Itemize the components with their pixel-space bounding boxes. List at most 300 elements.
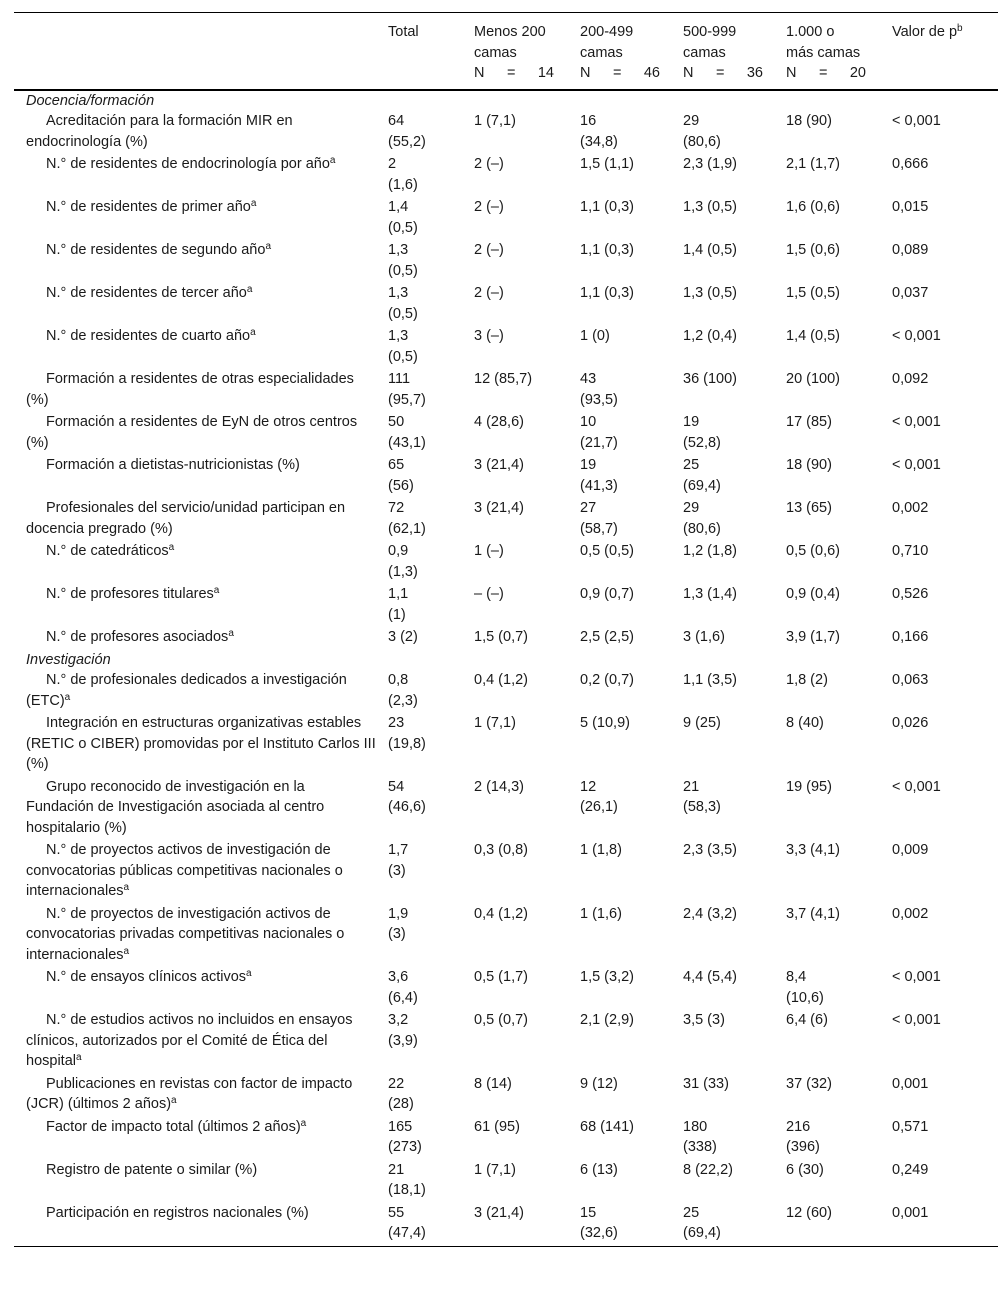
cell-pvalue: 0,166 bbox=[892, 629, 929, 645]
header-group-lt200 bbox=[474, 13, 580, 90]
cell-line: 54 bbox=[388, 778, 405, 795]
cell-1000-plus: 20 (100) bbox=[786, 371, 841, 387]
cell-200-499: 68 (141) bbox=[580, 1118, 635, 1135]
cell-total bbox=[388, 1117, 474, 1160]
cell-1000-plus: 12 (60) bbox=[786, 1203, 892, 1247]
cell-line: (0,5) bbox=[388, 262, 418, 279]
cell-200-499: 5 (10,9) bbox=[580, 715, 630, 731]
footnote-marker: a bbox=[246, 284, 253, 295]
cell-line: (3) bbox=[388, 862, 406, 879]
footnote-marker: a bbox=[228, 628, 234, 639]
cell-pvalue: < 0,001 bbox=[892, 414, 941, 430]
cell-pvalue: 0,526 bbox=[892, 586, 929, 602]
cell-line: 27 bbox=[580, 500, 597, 516]
cell-lt200: – (–) bbox=[474, 586, 504, 602]
cell-500-999 bbox=[683, 498, 786, 541]
cell-line: 23 bbox=[388, 715, 405, 731]
cell-1000-plus bbox=[786, 1117, 892, 1160]
row-label bbox=[14, 197, 388, 240]
cell-1000-plus: 0,9 (0,4) bbox=[786, 586, 840, 602]
cell-lt200: 0,4 (1,2) bbox=[474, 672, 528, 688]
cell-1000-plus: 18 (90) bbox=[786, 113, 832, 129]
cell-pvalue: 0,037 bbox=[892, 285, 929, 301]
cell-line: 55 bbox=[388, 1204, 405, 1221]
table-row bbox=[14, 967, 998, 1010]
row-label bbox=[14, 326, 388, 369]
cell-200-499 bbox=[580, 455, 683, 498]
cell-200-499: 0,2 (0,7) bbox=[580, 672, 634, 688]
cell-line: (0,5) bbox=[388, 305, 418, 322]
row-label bbox=[14, 541, 388, 584]
cell-total bbox=[388, 498, 474, 541]
cell-line: 29 bbox=[683, 500, 700, 516]
footnote-marker: a bbox=[300, 1117, 307, 1129]
row-label bbox=[14, 670, 388, 713]
row-label-text: N.° de residentes de cuarto año bbox=[46, 328, 251, 344]
row-label bbox=[14, 840, 388, 904]
table-row bbox=[14, 670, 998, 713]
cell-pvalue: < 0,001 bbox=[892, 328, 941, 344]
table-row bbox=[14, 498, 998, 541]
cell-line: (21,7) bbox=[580, 434, 618, 451]
cell-lt200: 3 (21,4) bbox=[474, 457, 524, 473]
cell-line: (93,5) bbox=[580, 391, 618, 408]
row-label-text: Acreditación para la formación MIR en endocrinología (%) bbox=[26, 113, 293, 150]
cell-line: 1,9 bbox=[388, 905, 409, 922]
cell-total bbox=[388, 326, 474, 369]
cell-200-499: 1,1 (0,3) bbox=[580, 242, 634, 258]
cell-200-499 bbox=[580, 369, 683, 412]
row-label bbox=[14, 412, 388, 455]
cell-line: (26,1) bbox=[580, 799, 618, 815]
cell-1000-plus: 1,5 (0,6) bbox=[786, 242, 840, 258]
cell-line: (95,7) bbox=[388, 391, 426, 408]
footnote-marker: a bbox=[168, 542, 175, 553]
cell-line: (396) bbox=[786, 1139, 820, 1155]
cell-200-499 bbox=[580, 498, 683, 541]
cell-1000-plus: 13 (65) bbox=[786, 500, 832, 516]
cell-line: (55,2) bbox=[388, 133, 426, 150]
cell-line: (19,8) bbox=[388, 735, 426, 752]
cell-lt200: 1,5 (0,7) bbox=[474, 629, 528, 645]
cell-500-999: 1,3 (0,5) bbox=[683, 199, 737, 215]
row-label-text: N.° de estudios activos no incluidos en ensayos clínicos, autorizados por el Comité de Ética del hospital bbox=[26, 1012, 353, 1069]
cell-total bbox=[388, 369, 474, 412]
cell-500-999: 31 (33) bbox=[683, 1075, 729, 1092]
table-row bbox=[14, 1074, 998, 1117]
cell-200-499: 9 (12) bbox=[580, 1075, 618, 1092]
cell-1000-plus: 6,4 (6) bbox=[786, 1012, 828, 1028]
cell-line: 216 bbox=[786, 1118, 811, 1135]
cell-line: 25 bbox=[683, 457, 700, 473]
cell-pvalue: 0,571 bbox=[892, 1118, 929, 1135]
cell-pvalue: < 0,001 bbox=[892, 113, 941, 129]
cell-total bbox=[388, 1074, 474, 1117]
table-row bbox=[14, 197, 998, 240]
table-row bbox=[14, 154, 998, 197]
row-label-text: Integración en estructuras organizativas estables (RETIC o CIBER) promovidas por el Instituto Carlos III (%) bbox=[26, 715, 376, 772]
cell-200-499: 0,5 (0,5) bbox=[580, 543, 634, 559]
cell-lt200: 3 (21,4) bbox=[474, 1203, 580, 1247]
row-label-text: Formación a dietistas-nutricionistas (%) bbox=[46, 457, 300, 473]
cell-200-499: 1 (1,6) bbox=[580, 905, 622, 922]
header-line1: 1.000 o bbox=[786, 24, 835, 40]
cell-line: 64 bbox=[388, 113, 405, 129]
cell-1000-plus: 3,7 (4,1) bbox=[786, 905, 840, 922]
cell-line: 1,3 bbox=[388, 242, 409, 258]
cell-500-999: 9 (25) bbox=[683, 715, 721, 731]
header-label-empty bbox=[14, 13, 388, 90]
cell-pvalue: 0,666 bbox=[892, 156, 929, 172]
cell-lt200: 1 (7,1) bbox=[474, 113, 516, 129]
cell-line: (80,6) bbox=[683, 133, 721, 150]
cell-line: (3,9) bbox=[388, 1032, 418, 1049]
row-label bbox=[14, 1117, 388, 1160]
cell-pvalue: 0,249 bbox=[892, 1161, 929, 1178]
cell-500-999: 4,4 (5,4) bbox=[683, 969, 737, 985]
cell-line: 3,6 bbox=[388, 969, 409, 985]
row-label bbox=[14, 627, 388, 650]
header-line1: 500-999 bbox=[683, 24, 737, 40]
cell-line: 19 bbox=[683, 414, 700, 430]
cell-line: 111 bbox=[388, 371, 411, 387]
cell-line: (43,1) bbox=[388, 434, 426, 451]
cell-500-999: 1,2 (0,4) bbox=[683, 328, 737, 344]
cell-lt200: 8 (14) bbox=[474, 1075, 512, 1092]
cell-line: 65 bbox=[388, 457, 405, 473]
cell-line: (0,5) bbox=[388, 219, 418, 236]
cell-line: 0,8 bbox=[388, 672, 409, 688]
cell-1000-plus: 19 (95) bbox=[786, 778, 832, 795]
cell-line: 1,1 bbox=[388, 586, 409, 602]
cell-pvalue: 0,710 bbox=[892, 543, 929, 559]
row-label-text: Grupo reconocido de investigación en la Fundación de Investigación asociada al centro hospitalario (%) bbox=[26, 778, 325, 836]
cell-line: (1,3) bbox=[388, 563, 418, 580]
cell-line: 19 bbox=[580, 457, 597, 473]
cell-line: (69,4) bbox=[683, 1225, 721, 1241]
cell-500-999: 1,4 (0,5) bbox=[683, 242, 737, 258]
table-row bbox=[14, 111, 998, 154]
cell-1000-plus: 1,8 (2) bbox=[786, 672, 828, 688]
cell-lt200: 2 (–) bbox=[474, 242, 504, 258]
cell-1000-plus: 18 (90) bbox=[786, 457, 832, 473]
row-label bbox=[14, 777, 388, 841]
footnote-marker: a bbox=[250, 198, 257, 209]
cell-pvalue: 0,063 bbox=[892, 672, 929, 688]
cell-line: 16 bbox=[580, 113, 597, 129]
table-row bbox=[14, 904, 998, 968]
section-row bbox=[14, 650, 998, 671]
header-pvalue: Valor de $p^b$ bbox=[892, 13, 998, 90]
row-label-text: N.° de residentes de endocrinología por año bbox=[46, 156, 330, 172]
cell-line: 29 bbox=[683, 113, 700, 129]
cell-total bbox=[388, 584, 474, 627]
row-label bbox=[14, 498, 388, 541]
cell-1000-plus: 1,5 (0,5) bbox=[786, 285, 840, 301]
cell-500-999 bbox=[683, 1117, 786, 1160]
section-label: Docencia/formación bbox=[26, 92, 155, 109]
cell-line: 2 bbox=[388, 156, 397, 172]
cell-500-999 bbox=[683, 777, 786, 841]
cell-1000-plus: 8 (40) bbox=[786, 715, 824, 731]
header-line2: camas bbox=[474, 44, 517, 61]
table-row bbox=[14, 1010, 998, 1074]
cell-total bbox=[388, 713, 474, 777]
cell-line: 10 bbox=[580, 414, 597, 430]
table-row bbox=[14, 713, 998, 777]
cell-line: 25 bbox=[683, 1204, 700, 1221]
cell-total bbox=[388, 197, 474, 240]
cell-1000-plus: 3,3 (4,1) bbox=[786, 842, 840, 858]
row-label-text: Profesionales del servicio/unidad participan en docencia pregrado (%) bbox=[26, 500, 346, 537]
cell-line: (52,8) bbox=[683, 434, 721, 451]
cell-1000-plus: 1,4 (0,5) bbox=[786, 328, 840, 344]
cell-line: (62,1) bbox=[388, 520, 426, 537]
row-label-text: N.° de profesores asociados bbox=[46, 629, 229, 645]
cell-line: (2,3) bbox=[388, 692, 418, 709]
cell-line: (10,6) bbox=[786, 989, 824, 1006]
cell-pvalue: 0,002 bbox=[892, 500, 929, 516]
cell-lt200: 1 (7,1) bbox=[474, 715, 516, 731]
cell-200-499: 1,1 (0,3) bbox=[580, 285, 634, 301]
row-label-text: Formación a residentes de otras especialidades (%) bbox=[26, 371, 354, 408]
cell-lt200: 2 (–) bbox=[474, 285, 504, 301]
cell-200-499 bbox=[580, 1203, 683, 1247]
cell-line: 180 bbox=[683, 1118, 708, 1135]
cell-line: 8,4 bbox=[786, 969, 807, 985]
cell-line: (1) bbox=[388, 606, 406, 623]
cell-total bbox=[388, 1203, 474, 1247]
cell-line: (58,3) bbox=[683, 799, 721, 815]
cell-line: 43 bbox=[580, 371, 597, 387]
row-label-text: N.° de catedráticos bbox=[46, 543, 169, 559]
cell-line: (28) bbox=[388, 1096, 414, 1112]
cell-total bbox=[388, 154, 474, 197]
cell-500-999 bbox=[683, 1203, 786, 1247]
cell-total bbox=[388, 967, 474, 1010]
row-label bbox=[14, 904, 388, 968]
footnote-marker: a bbox=[75, 1052, 82, 1063]
table-row bbox=[14, 326, 998, 369]
cell-500-999: 1,3 (0,5) bbox=[683, 285, 737, 301]
row-label-text: Participación en registros nacionales (%) bbox=[46, 1204, 309, 1221]
cell-500-999: 8 (22,2) bbox=[683, 1161, 733, 1178]
footnote-marker: a bbox=[329, 155, 336, 166]
row-label bbox=[14, 967, 388, 1010]
cell-500-999 bbox=[683, 111, 786, 154]
table-row bbox=[14, 1160, 998, 1203]
cell-lt200: 0,4 (1,2) bbox=[474, 905, 528, 922]
row-label bbox=[14, 154, 388, 197]
cell-total bbox=[388, 455, 474, 498]
cell-500-999: 3,5 (3) bbox=[683, 1012, 725, 1028]
cell-line: 165 bbox=[388, 1118, 413, 1135]
cell-lt200: 12 (85,7) bbox=[474, 371, 533, 387]
table-row bbox=[14, 283, 998, 326]
cell-200-499: 2,1 (2,9) bbox=[580, 1012, 634, 1028]
cell-lt200: 61 (95) bbox=[474, 1118, 520, 1135]
header-n: N = 14 bbox=[474, 65, 554, 81]
cell-lt200: 3 (21,4) bbox=[474, 500, 524, 516]
cell-total bbox=[388, 1160, 474, 1203]
cell-500-999: 2,3 (1,9) bbox=[683, 156, 737, 172]
cell-lt200: 0,3 (0,8) bbox=[474, 842, 528, 858]
cell-1000-plus: 37 (32) bbox=[786, 1075, 832, 1092]
cell-line: (0,5) bbox=[388, 348, 418, 365]
cell-total bbox=[388, 1010, 474, 1074]
cell-500-999: 1,3 (1,4) bbox=[683, 586, 737, 602]
table-row bbox=[14, 1203, 998, 1247]
cell-200-499: 1 (1,8) bbox=[580, 842, 622, 858]
cell-total bbox=[388, 670, 474, 713]
cell-line: 3,2 bbox=[388, 1012, 409, 1028]
cell-line: 3 (2) bbox=[388, 629, 418, 645]
section-label: Investigación bbox=[26, 651, 111, 668]
header-n: N = 20 bbox=[786, 65, 866, 81]
cell-pvalue: 0,009 bbox=[892, 842, 929, 858]
header-group-1000-plus bbox=[786, 13, 892, 90]
header-row bbox=[14, 13, 998, 90]
cell-pvalue: 0,001 bbox=[892, 1075, 929, 1092]
table-row bbox=[14, 369, 998, 412]
cell-200-499: 1,1 (0,3) bbox=[580, 199, 634, 215]
row-label-text: Formación a residentes de EyN de otros centros (%) bbox=[26, 414, 358, 451]
cell-500-999: 1,1 (3,5) bbox=[683, 672, 737, 688]
cell-line: 1,3 bbox=[388, 328, 409, 344]
cell-line: 50 bbox=[388, 414, 405, 430]
cell-pvalue: < 0,001 bbox=[892, 969, 941, 985]
cell-1000-plus bbox=[786, 967, 892, 1010]
cell-total bbox=[388, 111, 474, 154]
cell-line: (1,6) bbox=[388, 176, 418, 193]
cell-line: (41,3) bbox=[580, 477, 618, 494]
cell-line: 1,4 bbox=[388, 199, 409, 215]
cell-200-499: 1,5 (1,1) bbox=[580, 156, 634, 172]
cell-line: (69,4) bbox=[683, 477, 721, 494]
row-label bbox=[14, 369, 388, 412]
header-n: N = 46 bbox=[580, 65, 660, 81]
cell-1000-plus: 0,5 (0,6) bbox=[786, 543, 840, 559]
header-total: Total bbox=[388, 13, 474, 90]
header-line2: camas bbox=[580, 44, 623, 61]
cell-500-999: 2,4 (3,2) bbox=[683, 905, 737, 922]
row-label-text: N.° de profesores titulares bbox=[46, 586, 214, 602]
cell-200-499 bbox=[580, 412, 683, 455]
row-label bbox=[14, 283, 388, 326]
cell-line: 22 bbox=[388, 1075, 405, 1092]
cell-line: 12 bbox=[580, 778, 597, 795]
table-row bbox=[14, 455, 998, 498]
footnote-marker: a bbox=[250, 327, 256, 338]
cell-lt200: 2 (–) bbox=[474, 199, 504, 215]
row-label-text: N.° de residentes de tercer año bbox=[46, 285, 247, 301]
cell-line: (56) bbox=[388, 477, 414, 494]
cell-line: 15 bbox=[580, 1204, 597, 1221]
cell-pvalue: 0,002 bbox=[892, 905, 929, 922]
cell-lt200: 1 (7,1) bbox=[474, 1161, 516, 1178]
cell-line: (273) bbox=[388, 1139, 422, 1155]
cell-line: (3) bbox=[388, 926, 406, 942]
cell-200-499 bbox=[580, 777, 683, 841]
section-row bbox=[14, 90, 998, 112]
footnote-marker: a bbox=[265, 241, 271, 252]
cell-200-499: 6 (13) bbox=[580, 1161, 618, 1178]
header-n: N = 36 bbox=[683, 65, 763, 81]
table-row bbox=[14, 240, 998, 283]
row-label-text: N.° de ensayos clínicos activos bbox=[46, 969, 247, 985]
cell-total bbox=[388, 541, 474, 584]
cell-pvalue: < 0,001 bbox=[892, 457, 941, 473]
cell-line: 21 bbox=[683, 778, 700, 795]
cell-line: (46,6) bbox=[388, 799, 426, 815]
cell-1000-plus: 1,6 (0,6) bbox=[786, 199, 840, 215]
cell-200-499: 1,5 (3,2) bbox=[580, 969, 634, 985]
cell-total bbox=[388, 840, 474, 904]
table-row bbox=[14, 1117, 998, 1160]
row-label bbox=[14, 1203, 388, 1247]
cell-total bbox=[388, 412, 474, 455]
cell-pvalue: < 0,001 bbox=[892, 778, 941, 795]
header-group-200-499 bbox=[580, 13, 683, 90]
cell-lt200: 1 (–) bbox=[474, 543, 504, 559]
cell-500-999: 3 (1,6) bbox=[683, 629, 725, 645]
row-label bbox=[14, 111, 388, 154]
cell-total bbox=[388, 240, 474, 283]
cell-200-499: 0,9 (0,7) bbox=[580, 586, 634, 602]
row-label-text: Factor de impacto total (últimos 2 años) bbox=[46, 1118, 301, 1135]
cell-500-999: 2,3 (3,5) bbox=[683, 842, 737, 858]
cell-1000-plus: 3,9 (1,7) bbox=[786, 629, 840, 645]
cell-1000-plus: 2,1 (1,7) bbox=[786, 156, 840, 172]
row-label-text: N.° de residentes de segundo año bbox=[46, 242, 266, 258]
cell-lt200: 2 (14,3) bbox=[474, 778, 524, 795]
header-line1: Menos 200 bbox=[474, 24, 546, 40]
table-body bbox=[14, 90, 998, 1247]
cell-line: 72 bbox=[388, 500, 405, 516]
footnote-marker: a bbox=[123, 945, 130, 957]
cell-line: 1,7 bbox=[388, 842, 409, 858]
cell-pvalue: 0,015 bbox=[892, 199, 929, 215]
cell-line: (80,6) bbox=[683, 520, 721, 537]
table-row bbox=[14, 584, 998, 627]
cell-500-999 bbox=[683, 455, 786, 498]
cell-500-999: 1,2 (1,8) bbox=[683, 543, 737, 559]
row-label bbox=[14, 455, 388, 498]
cell-total bbox=[388, 283, 474, 326]
cell-line: (58,7) bbox=[580, 520, 618, 537]
row-label-text: Publicaciones en revistas con factor de impacto (JCR) (últimos 2 años) bbox=[26, 1075, 353, 1112]
cell-line: (338) bbox=[683, 1139, 717, 1155]
data-table bbox=[14, 12, 998, 1247]
row-label-text: N.° de residentes de primer año bbox=[46, 199, 251, 215]
row-label bbox=[14, 713, 388, 777]
cell-pvalue: 0,026 bbox=[892, 715, 929, 731]
footnote-marker: a bbox=[123, 882, 130, 893]
header-line2: camas bbox=[683, 44, 726, 61]
cell-lt200: 4 (28,6) bbox=[474, 414, 524, 430]
cell-lt200: 0,5 (0,7) bbox=[474, 1012, 528, 1028]
cell-lt200: 0,5 (1,7) bbox=[474, 969, 528, 985]
cell-pvalue: 0,089 bbox=[892, 242, 929, 258]
table-row bbox=[14, 777, 998, 841]
cell-line: (47,4) bbox=[388, 1225, 426, 1241]
cell-line: (34,8) bbox=[580, 133, 618, 150]
row-label-text: N.° de proyectos de investigación activos de convocatorias privadas competitivas nacionales o internacionales bbox=[26, 905, 345, 963]
cell-total bbox=[388, 904, 474, 968]
cell-line: 21 bbox=[388, 1161, 405, 1178]
cell-line: 1,3 bbox=[388, 285, 409, 301]
cell-total bbox=[388, 777, 474, 841]
